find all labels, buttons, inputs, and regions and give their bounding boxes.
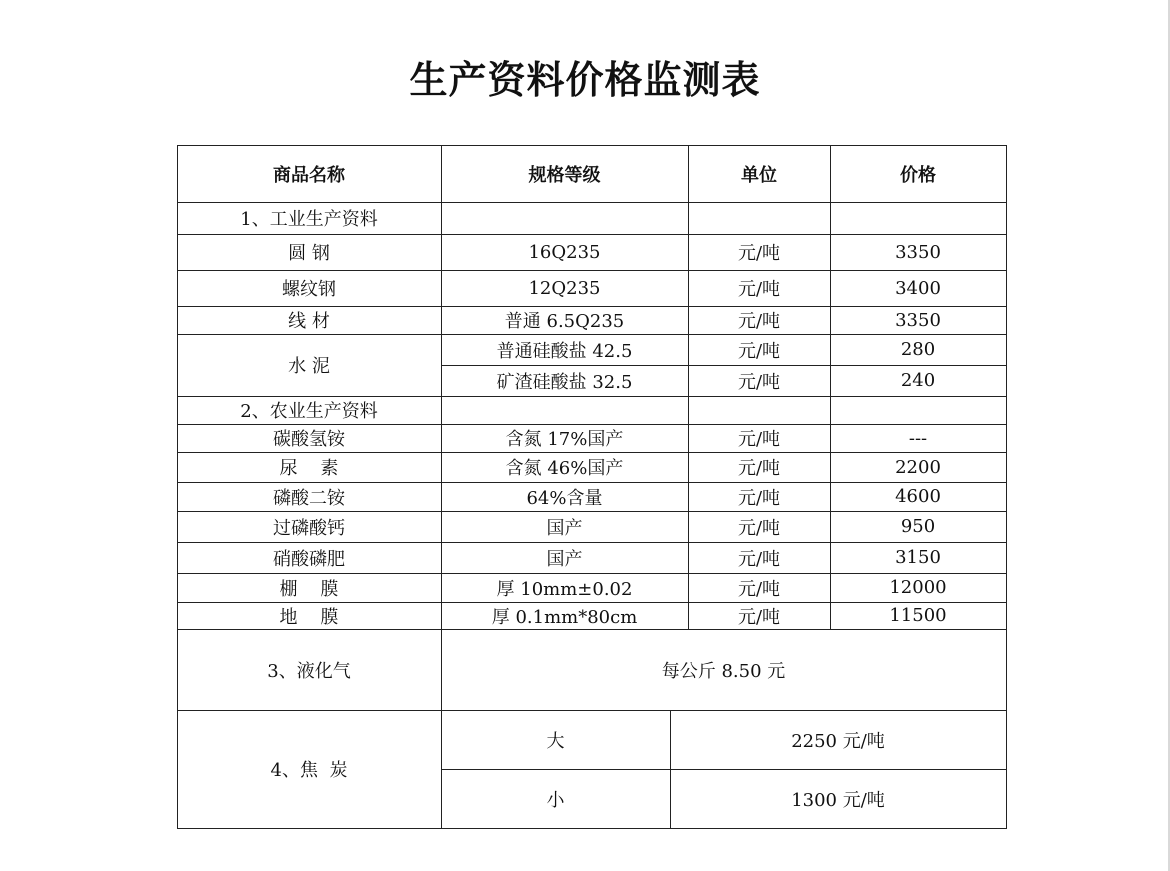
row-unit: 元/吨	[737, 578, 781, 600]
row-price: 3350	[895, 309, 941, 331]
row-spec: 厚 0.1mm*80cm	[491, 606, 638, 628]
row-name: 水 泥	[288, 356, 330, 377]
row-price: 3400	[895, 277, 941, 299]
coke-price: 2250 元/吨	[791, 730, 885, 752]
row-spec: 矿渣硅酸盐 32.5	[496, 371, 633, 393]
table-line	[177, 828, 1007, 829]
row-price: 11500	[889, 605, 947, 626]
header-price: 价格	[900, 164, 936, 186]
row-spec: 12Q235	[528, 277, 601, 299]
row-spec: 国产	[546, 548, 583, 570]
header-name: 商品名称	[273, 164, 345, 186]
page-title: 生产资料价格监测表	[409, 58, 761, 102]
table-line	[1006, 145, 1007, 829]
row-unit: 元/吨	[737, 429, 781, 450]
row-price: 12000	[889, 577, 947, 598]
row-price: ---	[908, 427, 928, 449]
row-spec: 普通硅酸盐 42.5	[496, 340, 633, 362]
row-price: 3150	[895, 547, 941, 568]
row-spec: 国产	[546, 517, 583, 539]
coke-size: 大	[546, 730, 565, 752]
row-name: 圆 钢	[288, 243, 330, 264]
row-name: 过磷酸钙	[273, 517, 345, 539]
lpg-price: 每公斤 8.50 元	[661, 660, 786, 682]
row-price: 2200	[895, 456, 941, 478]
row-name: 尿 素	[279, 458, 339, 479]
row-spec: 普通 6.5Q235	[504, 311, 625, 332]
header-spec: 规格等级	[528, 164, 601, 186]
row-price: 3350	[895, 241, 941, 263]
section-agricultural: 2、农业生产资料	[240, 401, 378, 422]
row-unit: 元/吨	[737, 517, 781, 539]
row-unit: 元/吨	[737, 487, 781, 509]
row-price: 240	[900, 370, 936, 391]
row-name: 碳酸氢铵	[273, 429, 345, 450]
row-name: 磷酸二铵	[273, 487, 345, 509]
section-lpg: 3、液化气	[267, 660, 351, 682]
coke-size: 小	[546, 789, 565, 811]
row-unit: 元/吨	[737, 340, 781, 362]
row-unit: 元/吨	[737, 606, 781, 628]
row-price: 950	[900, 516, 936, 537]
row-unit: 元/吨	[737, 371, 781, 393]
row-name: 棚 膜	[279, 578, 339, 600]
row-spec: 含氮 17%国产	[505, 429, 624, 450]
row-unit: 元/吨	[737, 279, 781, 300]
row-price: 4600	[895, 486, 941, 507]
row-unit: 元/吨	[737, 458, 781, 479]
header-unit: 单位	[741, 164, 777, 186]
row-unit: 元/吨	[737, 311, 781, 332]
section-industrial: 1、工业生产资料	[240, 209, 378, 230]
row-unit: 元/吨	[737, 548, 781, 570]
row-name: 硝酸磷肥	[273, 548, 345, 570]
row-spec: 厚 10mm±0.02	[496, 578, 633, 600]
row-price: 280	[900, 339, 936, 360]
row-spec: 16Q235	[528, 241, 601, 263]
section-coke: 4、焦 炭	[270, 760, 348, 781]
row-spec: 64%含量	[526, 487, 603, 509]
coke-price: 1300 元/吨	[791, 789, 885, 811]
row-name: 地 膜	[279, 606, 339, 628]
row-name: 线 材	[288, 311, 330, 332]
row-spec: 含氮 46%国产	[505, 458, 624, 479]
row-name: 螺纹钢	[282, 279, 336, 300]
row-unit: 元/吨	[737, 243, 781, 264]
